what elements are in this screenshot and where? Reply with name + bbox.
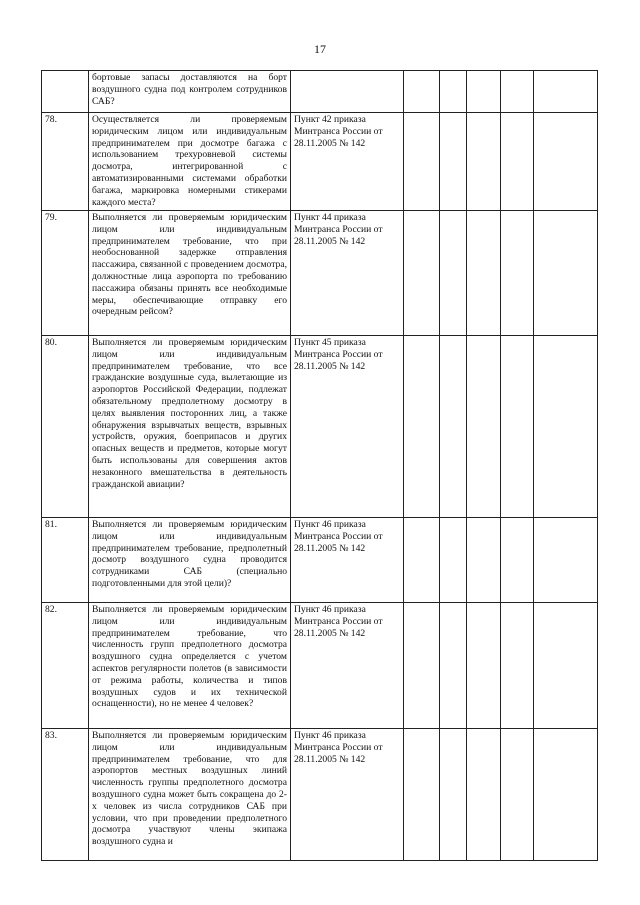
answer-cell — [467, 518, 501, 603]
legal-basis-cell — [291, 71, 404, 113]
table-row — [42, 336, 598, 518]
question-cell: Выполняется ли проверяемым юридическим лицом или индивидуальным предпринимателем требование, что все гражданские воздушные суда, вылетающие из аэропортов Российской Федерации, подлежат обязательному предполетному досмотру в целях выявления посторонних лиц, а также обнаружения взрывчатых веществ, взрывных устройств, оружия, боеприпасов и других опасных веществ и предметов, которые могут быть использованы для совершения актов незаконного вмешательства в деятельность гражданской авиации? — [89, 336, 291, 518]
question-cell: Выполняется ли проверяемым юридическим лицом или индивидуальным предпринимателем требование, предполетный досмотр воздушного судна проводится сотрудниками САБ (специально подготовленными для этой цели)? — [89, 518, 291, 603]
answer-cell — [501, 518, 534, 603]
legal-basis-cell: Пункт 46 приказа Минтранса России от 28.11.2005 № 142 — [291, 603, 404, 729]
remark-cell — [534, 336, 598, 518]
table-row — [42, 71, 598, 113]
page-number: 17 — [314, 42, 326, 56]
table-row — [42, 211, 598, 336]
answer-cell — [467, 113, 501, 211]
remark-cell — [534, 729, 598, 861]
answer-cell — [440, 518, 467, 603]
row-number: 80. — [42, 336, 89, 518]
remark-cell — [534, 113, 598, 211]
legal-basis-cell: Пункт 42 приказа Минтранса России от 28.11.2005 № 142 — [291, 113, 404, 211]
answer-cell — [440, 729, 467, 861]
answer-cell — [404, 71, 440, 113]
row-number: 81. — [42, 518, 89, 603]
answer-cell — [404, 729, 440, 861]
row-number: 82. — [42, 603, 89, 729]
remark-cell — [534, 211, 598, 336]
answer-cell — [440, 603, 467, 729]
question-cell: бортовые запасы доставляются на борт воздушного судна под контролем сотрудников САБ? — [89, 71, 291, 113]
question-cell: Выполняется ли проверяемым юридическим лицом или индивидуальным предпринимателем требование, что численность групп предполетного досмотра воздушного судна определяется с учетом аспектов регулярности полетов (в зависимости от режима работы, количества и типов воздушных судов и их технической оснащенности), но не менее 4 человек? — [89, 603, 291, 729]
remark-cell — [534, 71, 598, 113]
row-number: 83. — [42, 729, 89, 861]
answer-cell — [404, 336, 440, 518]
row-number: 79. — [42, 211, 89, 336]
answer-cell — [467, 336, 501, 518]
answer-cell — [440, 113, 467, 211]
answer-cell — [467, 603, 501, 729]
answer-cell — [404, 113, 440, 211]
legal-basis-cell: Пункт 46 приказа Минтранса России от 28.11.2005 № 142 — [291, 518, 404, 603]
answer-cell — [501, 211, 534, 336]
table-row — [42, 729, 598, 861]
question-cell: Выполняется ли проверяемым юридическим лицом или индивидуальным предпринимателем требование, что для аэропортов местных воздушных линий численность группы предполетного досмотра воздушного судна может быть сокращена до 2-х человек из числа сотрудников САБ при условии, что при проведении предполетного досмотра участвуют члены экипажа воздушного судна и — [89, 729, 291, 861]
row-number: 78. — [42, 113, 89, 211]
remark-cell — [534, 603, 598, 729]
table-row — [42, 518, 598, 603]
legal-basis-cell: Пункт 45 приказа Минтранса России от 28.11.2005 № 142 — [291, 336, 404, 518]
question-cell: Осуществляется ли проверяемым юридическим лицом или индивидуальным предпринимателем при досмотре багажа с использованием трехуровневой системы досмотра, интегрированной с автоматизированными системами обработки багажа, маркировка номерными стикерами каждого места? — [89, 113, 291, 211]
table-row — [42, 603, 598, 729]
table-row — [42, 113, 598, 211]
answer-cell — [440, 71, 467, 113]
answer-cell — [501, 729, 534, 861]
checklist-table — [41, 70, 598, 861]
answer-cell — [501, 336, 534, 518]
answer-cell — [404, 603, 440, 729]
legal-basis-cell: Пункт 46 приказа Минтранса России от 28.11.2005 № 142 — [291, 729, 404, 861]
answer-cell — [440, 336, 467, 518]
answer-cell — [467, 71, 501, 113]
remark-cell — [534, 518, 598, 603]
row-number — [42, 71, 89, 113]
answer-cell — [404, 211, 440, 336]
answer-cell — [404, 518, 440, 603]
answer-cell — [467, 211, 501, 336]
answer-cell — [467, 729, 501, 861]
question-cell: Выполняется ли проверяемым юридическим лицом или индивидуальным предпринимателем требование, что при необоснованной задержке отправления пассажира, связанной с проведением досмотра, должностные лица аэропорта по требованию пассажира обязаны принять все необходимые меры, обеспечивающие отправку его очередным рейсом? — [89, 211, 291, 336]
answer-cell — [501, 113, 534, 211]
answer-cell — [440, 211, 467, 336]
answer-cell — [501, 603, 534, 729]
answer-cell — [501, 71, 534, 113]
legal-basis-cell: Пункт 44 приказа Минтранса России от 28.11.2005 № 142 — [291, 211, 404, 336]
